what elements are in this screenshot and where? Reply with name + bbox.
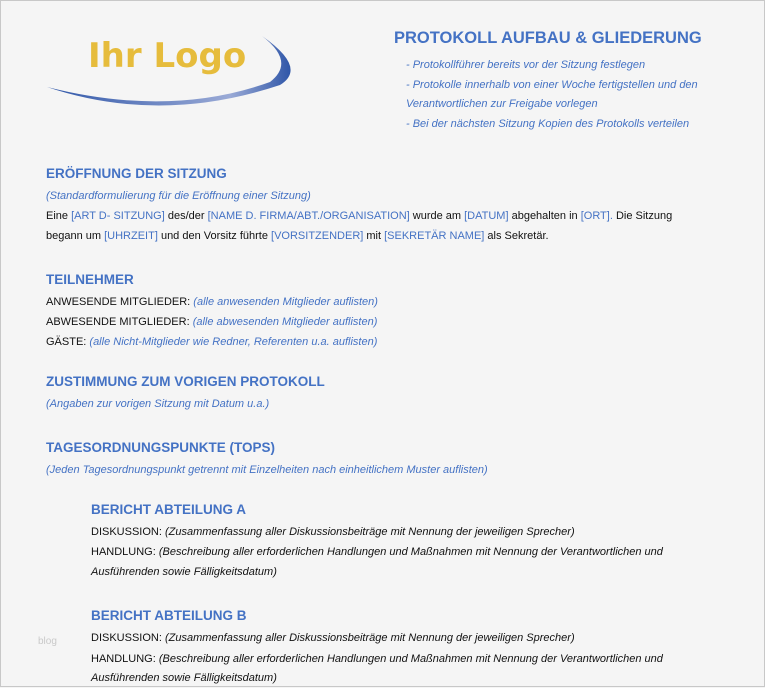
placeholder: [ART D- SITZUNG] xyxy=(71,210,165,222)
page-title: PROTOKOLL AUFBAU & GLIEDERUNG xyxy=(394,29,702,47)
participant-row xyxy=(46,292,378,312)
text-segment: abgehalten in xyxy=(508,210,581,222)
opening-note: (Standardformulierung für die Eröffnung einer Sitzung) xyxy=(46,190,311,202)
label: HANDLUNG: xyxy=(91,653,159,665)
tip: - Bei der nächsten Sitzung Kopien des Protokolls verteilen xyxy=(406,118,690,130)
text-segment: mit xyxy=(363,230,385,242)
text-segment: Eine xyxy=(46,210,72,222)
row-value: (alle anwesenden Mitglieder auflisten) xyxy=(193,296,378,308)
placeholder: [SEKRETÄR NAME] xyxy=(384,230,485,242)
report-action xyxy=(91,649,663,669)
section-heading-opening: ERÖFFNUNG DER SITZUNG xyxy=(46,166,227,181)
report-heading: BERICHT ABTEILUNG A xyxy=(91,502,246,517)
approval-note: (Angaben zur vorigen Sitzung mit Datum u.a.) xyxy=(46,398,270,410)
placeholder: [UHRZEIT] xyxy=(104,230,158,242)
value: (Beschreibung aller erforderlichen Handlungen und Maßnahmen mit Nennung der Verantwortlichen und xyxy=(158,546,663,558)
opening-line-1 xyxy=(46,206,672,226)
agenda-note: (Jeden Tagesordnungspunkt getrennt mit Einzelheiten nach einheitlichem Muster auflisten) xyxy=(46,464,488,476)
label: HANDLUNG: xyxy=(91,546,159,558)
section-heading-participants: TEILNEHMER xyxy=(46,272,134,287)
report-action-cont: Ausführenden sowie Fälligkeitsdatum) xyxy=(91,566,277,578)
tip: - Protokollführer bereits vor der Sitzung festlegen xyxy=(406,59,646,71)
row-label: ABWESENDE MITGLIEDER: xyxy=(46,316,193,328)
row-label: ANWESENDE MITGLIEDER: xyxy=(46,296,194,308)
value: (Zusammenfassung aller Diskussionsbeiträge mit Nennung der jeweiligen Sprecher) xyxy=(164,632,575,644)
placeholder: [ORT]. xyxy=(580,210,613,222)
row-label: GÄSTE: xyxy=(46,336,90,348)
placeholder: [VORSITZENDER] xyxy=(271,230,364,242)
report-heading: BERICHT ABTEILUNG B xyxy=(91,608,247,623)
section-heading-approval: ZUSTIMMUNG ZUM VORIGEN PROTOKOLL xyxy=(46,374,325,389)
report-discussion xyxy=(91,522,575,542)
logo-text: Ihr Logo xyxy=(88,36,247,76)
text-segment: und den Vorsitz führte xyxy=(157,230,272,242)
value: (Beschreibung aller erforderlichen Handlungen und Maßnahmen mit Nennung der Verantwortlichen und xyxy=(158,653,663,665)
watermark: blog xyxy=(38,636,57,647)
label: DISKUSSION: xyxy=(91,632,165,644)
placeholder: [NAME D. FIRMA/ABT./ORGANISATION] xyxy=(207,210,410,222)
report-discussion xyxy=(91,628,575,648)
text-segment: begann um xyxy=(46,230,105,242)
text-segment: des/der xyxy=(164,210,208,222)
label: DISKUSSION: xyxy=(91,526,165,538)
placeholder: [DATUM] xyxy=(464,210,509,222)
text-segment: Die Sitzung xyxy=(612,210,673,222)
tip: - Protokolle innerhalb von einer Woche fertigstellen und den xyxy=(406,79,698,91)
participant-row xyxy=(46,312,377,332)
text-segment: als Sekretär. xyxy=(484,230,549,242)
participant-row xyxy=(46,332,377,352)
row-value: (alle abwesenden Mitglieder auflisten) xyxy=(192,316,378,328)
row-value: (alle Nicht-Mitglieder wie Redner, Referenten u.a. auflisten) xyxy=(89,336,378,348)
text-segment: wurde am xyxy=(409,210,465,222)
section-heading-agenda: TAGESORDNUNGSPUNKTE (TOPS) xyxy=(46,440,276,455)
opening-line-2 xyxy=(46,226,549,246)
value: (Zusammenfassung aller Diskussionsbeiträge mit Nennung der jeweiligen Sprecher) xyxy=(164,526,575,538)
tip: Verantwortlichen zur Freigabe vorlegen xyxy=(406,98,598,110)
report-action-cont: Ausführenden sowie Fälligkeitsdatum) xyxy=(91,672,277,684)
report-action xyxy=(91,542,663,562)
